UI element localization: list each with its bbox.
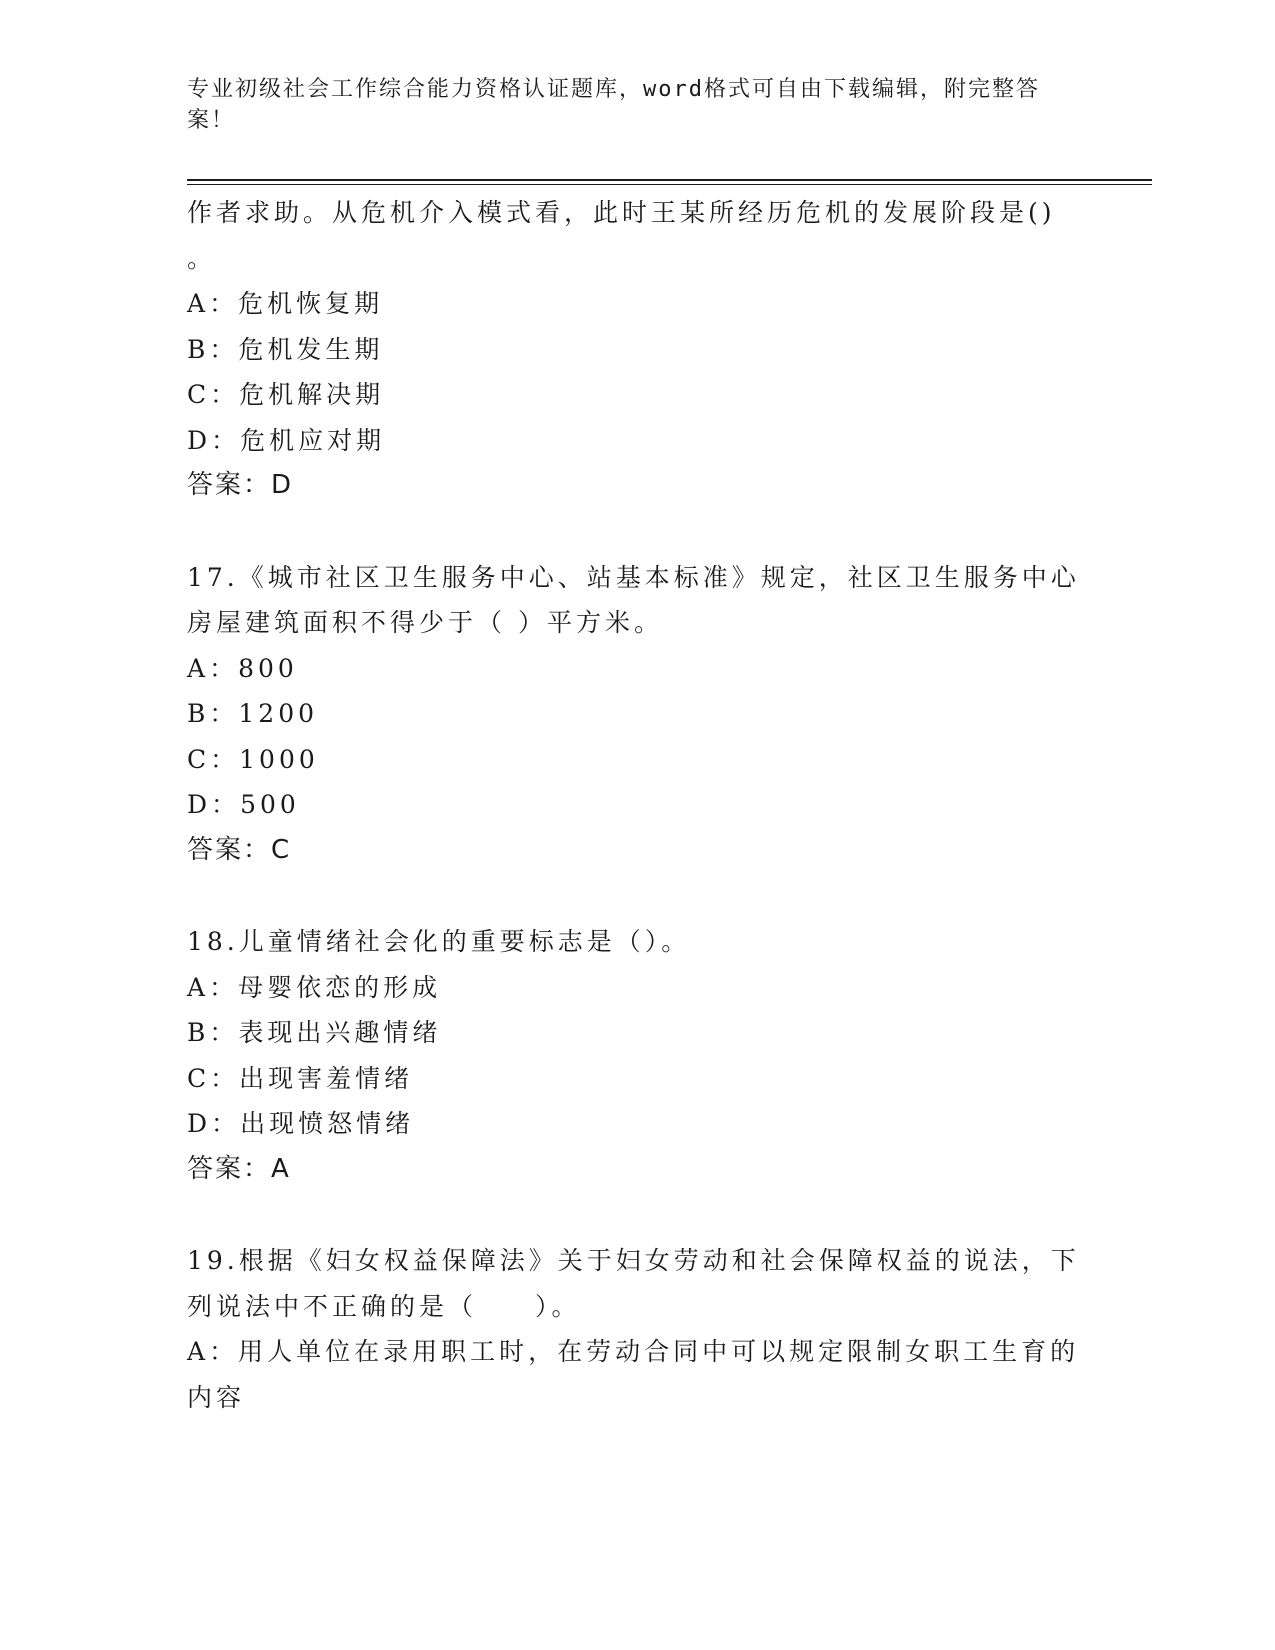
option-d: D：500 bbox=[187, 790, 300, 819]
question-stem: 17.《城市社区卫生服务中心、站基本标准》规定，社区卫生服务中心 bbox=[187, 562, 1080, 592]
option-c: C：出现害羞情绪 bbox=[187, 1063, 414, 1093]
question-stem-continued: 列说法中不正确的是（ ）。 bbox=[187, 1291, 581, 1321]
answer: 答案：C bbox=[187, 834, 292, 865]
option-d: D：出现愤怒情绪 bbox=[187, 1109, 415, 1138]
option-b: B：表现出兴趣情绪 bbox=[187, 1018, 442, 1047]
question-stem: 作者求助。从危机介入模式看，此时王某所经历危机的发展阶段是() bbox=[187, 198, 1056, 227]
question-stem: 18.儿童情绪社会化的重要标志是（）。 bbox=[187, 927, 691, 956]
header-divider-thin bbox=[187, 184, 1152, 185]
option-a: A：800 bbox=[187, 653, 298, 683]
question-18 bbox=[187, 919, 1087, 1192]
question-16 bbox=[187, 190, 1087, 509]
header-title: 专业初级社会工作综合能力资格认证题库，word格式可自由下载编辑，附完整答案！ bbox=[187, 77, 1040, 133]
document-header bbox=[187, 74, 1077, 136]
question-19 bbox=[187, 1238, 1087, 1420]
option-c: C：危机解决期 bbox=[187, 380, 385, 409]
answer: 答案：D bbox=[187, 470, 294, 500]
question-stem: 19.根据《妇女权益保障法》关于妇女劳动和社会保障权益的说法，下 bbox=[187, 1246, 1080, 1275]
option-b: B：1200 bbox=[187, 699, 319, 728]
question-17 bbox=[187, 555, 1087, 874]
option-d: D：危机应对期 bbox=[187, 425, 386, 455]
option-a-continued: 内容 bbox=[187, 1382, 246, 1412]
question-stem-continued: 房屋建筑面积不得少于（ ）平方米。 bbox=[187, 608, 663, 637]
option-a: A：用人单位在录用职工时，在劳动合同中可以规定限制女职工生育的 bbox=[187, 1337, 1080, 1366]
option-a: A：母婴依恋的形成 bbox=[187, 972, 442, 1002]
header-divider bbox=[187, 179, 1152, 181]
option-b: B：危机发生期 bbox=[187, 334, 384, 364]
question-list bbox=[187, 190, 1087, 1420]
option-a: A：危机恢复期 bbox=[187, 289, 384, 318]
question-stem-continued: 。 bbox=[187, 243, 217, 273]
option-c: C：1000 bbox=[187, 744, 319, 774]
answer: 答案：A bbox=[187, 1153, 291, 1184]
